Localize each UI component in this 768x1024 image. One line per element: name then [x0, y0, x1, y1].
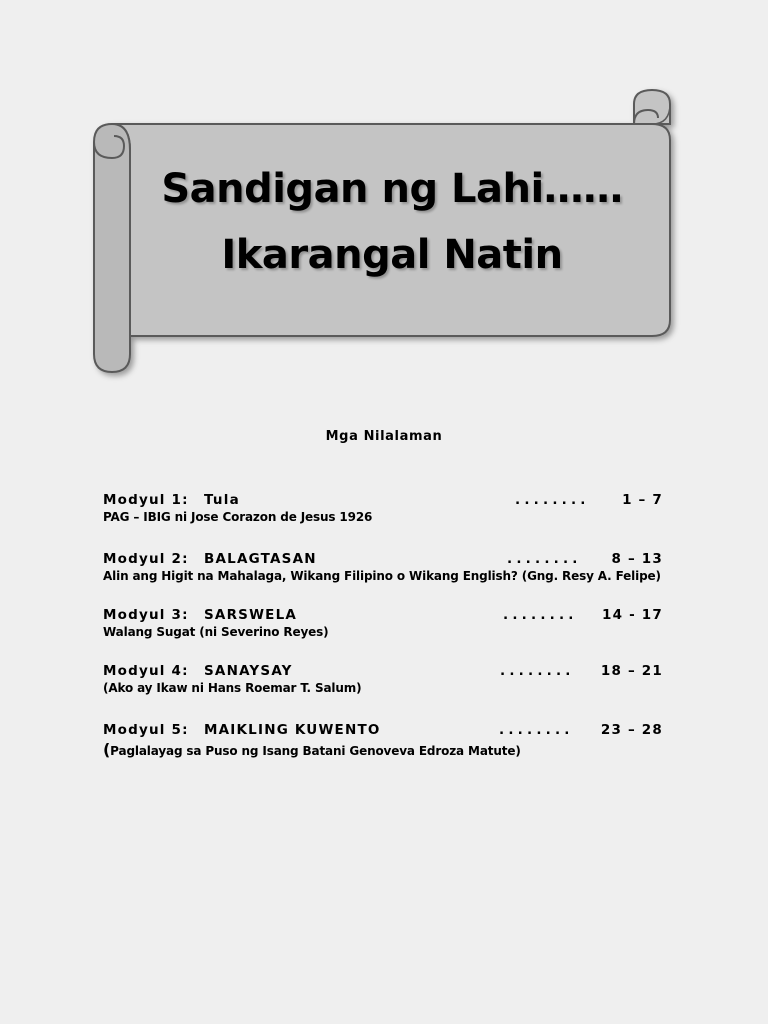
entry-module-label: Modyul 2: — [103, 551, 189, 567]
toc-entry-modyul-2 — [103, 551, 663, 583]
entry-module-label: Modyul 1: — [103, 492, 189, 508]
entry-leader-dots: ........ — [515, 492, 590, 508]
entry-subtitle: Alin ang Higit na Mahalaga, Wikang Filipino o Wikang English? (Gng. Resy A. Felipe) — [103, 569, 661, 583]
entry-subtitle-wrap — [103, 740, 663, 759]
entry-title: BALAGTASAN — [204, 551, 317, 567]
toc-entry-modyul-1 — [103, 492, 663, 524]
toc-entry-modyul-4 — [103, 663, 663, 695]
toc-heading: Mga Nilalaman — [325, 429, 443, 444]
entry-subtitle-paren: ( — [103, 740, 111, 759]
toc-entry-modyul-3 — [103, 607, 663, 639]
entry-subtitle: Paglalayag sa Puso ng Isang Batani Genoveva Edroza Matute) — [110, 744, 521, 758]
entry-title: Tula — [204, 492, 240, 508]
entry-subtitle: Walang Sugat (ni Severino Reyes) — [103, 625, 329, 639]
entry-pages: 18 – 21 — [600, 663, 663, 679]
entry-subtitle: (Ako ay Ikaw ni Hans Roemar T. Salum) — [103, 681, 362, 695]
entry-module-label: Modyul 4: — [103, 663, 189, 679]
entry-title: SARSWELA — [204, 607, 298, 623]
entry-pages: 23 – 28 — [600, 722, 663, 738]
entry-module-label: Modyul 5: — [103, 722, 189, 738]
entry-leader-dots: ........ — [503, 607, 578, 623]
entry-pages: 14 - 17 — [602, 607, 663, 623]
entry-leader-dots: ........ — [499, 722, 574, 738]
entry-subtitle: PAG – IBIG ni Jose Corazon de Jesus 1926 — [103, 510, 373, 524]
entry-title: SANAYSAY — [204, 663, 293, 679]
entry-leader-dots: ........ — [500, 663, 575, 679]
toc-entry-modyul-5 — [103, 722, 663, 759]
entry-module-label: Modyul 3: — [103, 607, 189, 623]
banner-title-line-2: Ikarangal Natin — [221, 232, 563, 278]
entry-pages: 8 – 13 — [611, 551, 663, 567]
banner-title-line-1: Sandigan ng Lahi…… — [161, 166, 623, 212]
entry-leader-dots: ........ — [507, 551, 582, 567]
entry-title: MAIKLING KUWENTO — [204, 722, 381, 738]
entry-pages: 1 – 7 — [622, 492, 663, 508]
